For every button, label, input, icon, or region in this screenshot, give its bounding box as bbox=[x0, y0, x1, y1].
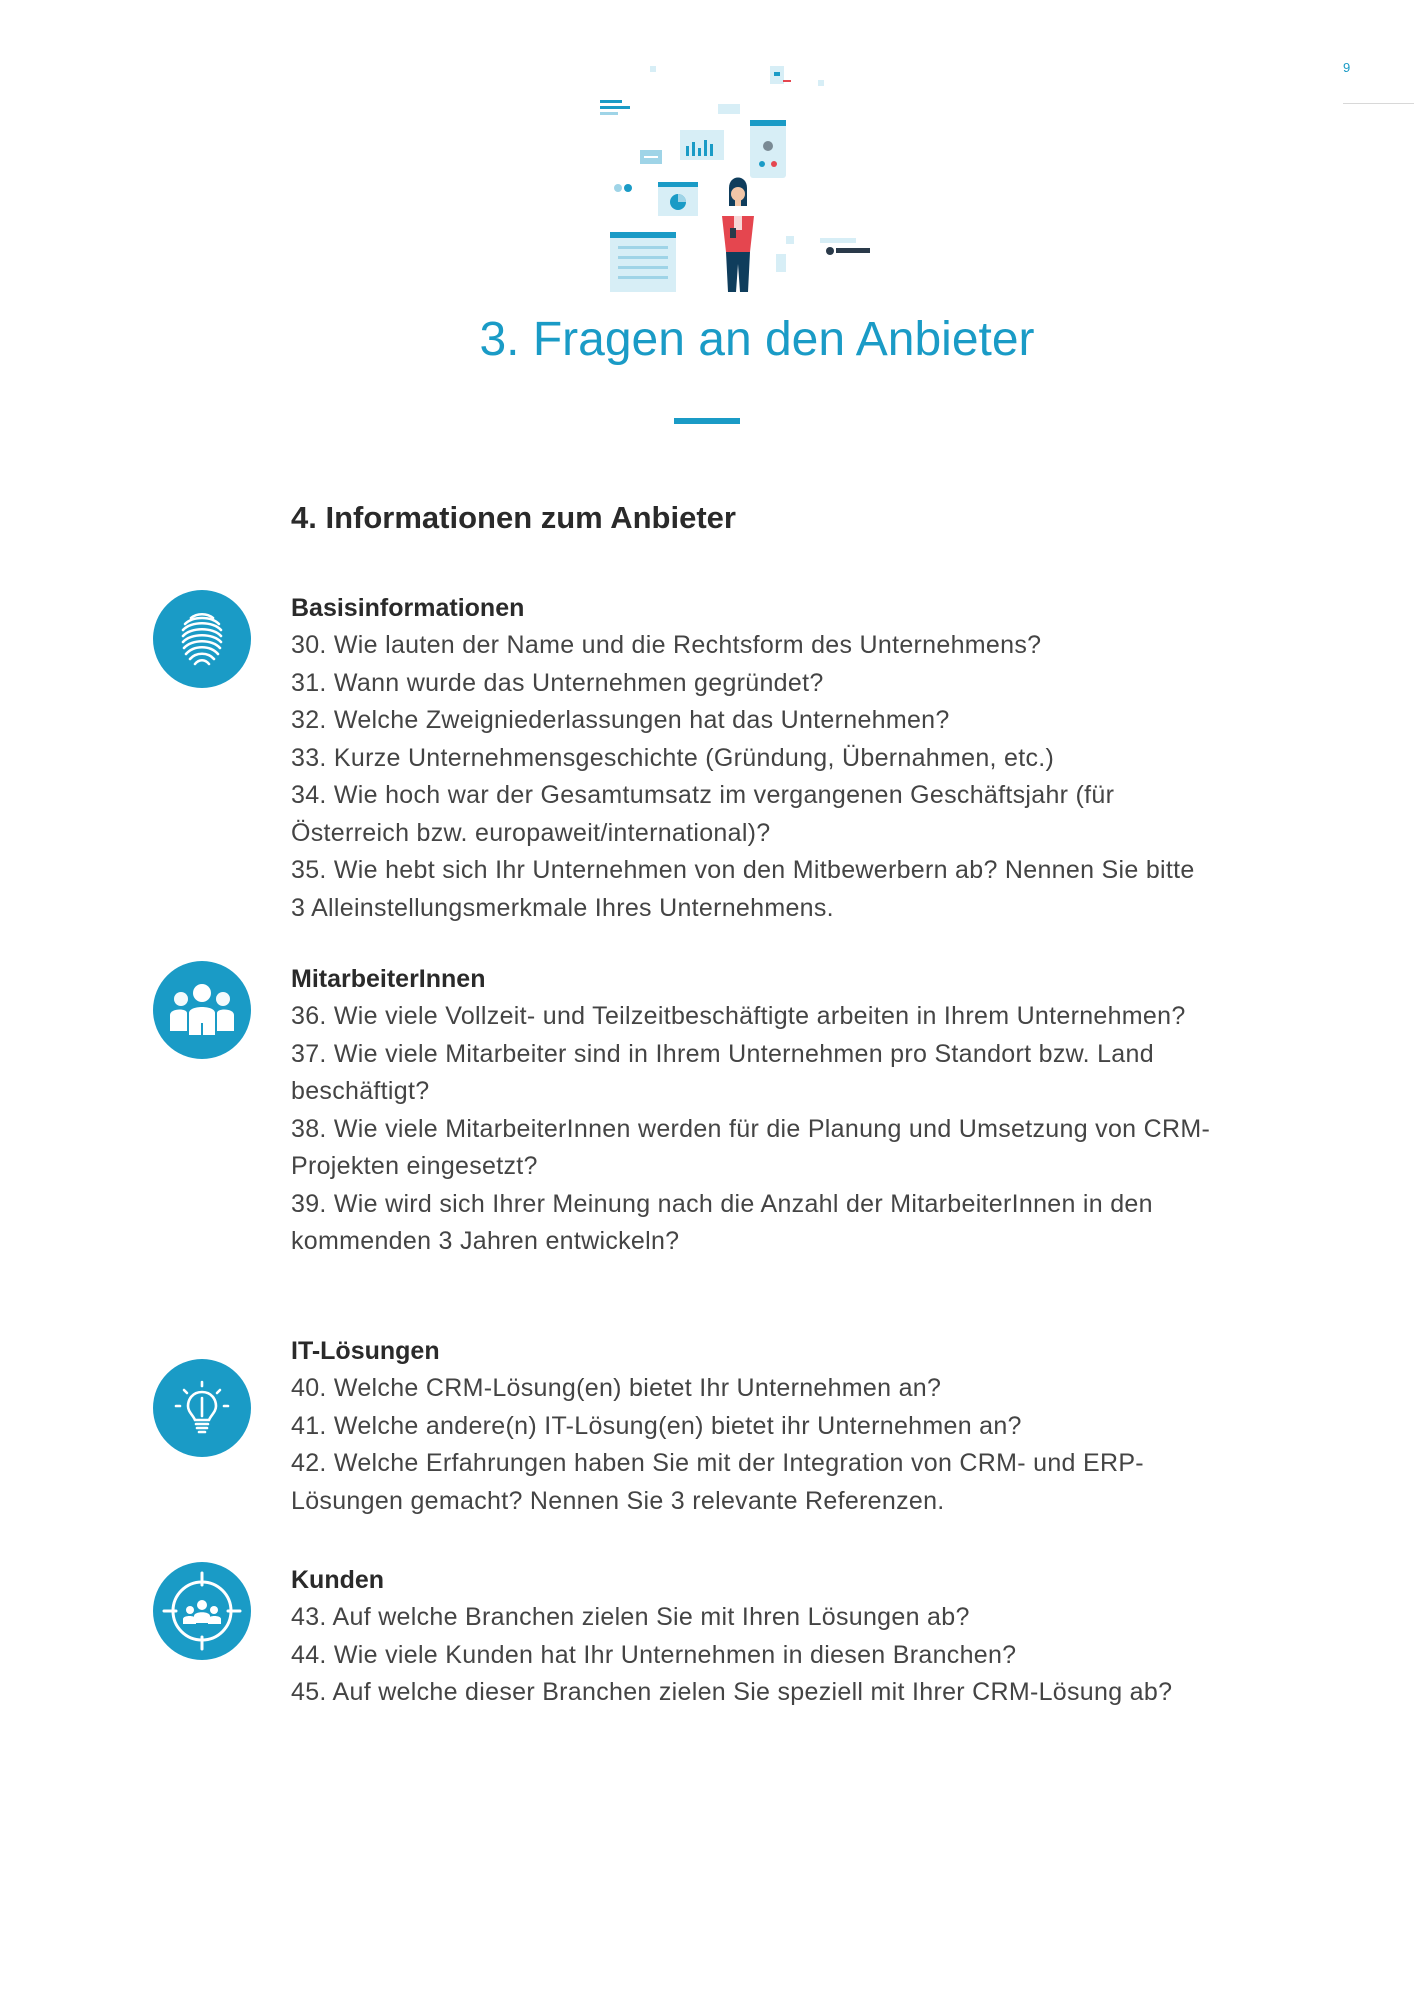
fingerprint-icon bbox=[153, 590, 251, 688]
question-item: 40. Welche CRM-Lösung(en) bietet Ihr Unternehmen an? bbox=[291, 1374, 942, 1402]
title-underline bbox=[674, 418, 740, 424]
people-icon bbox=[153, 961, 251, 1059]
section-heading: 4. Informationen zum Anbieter bbox=[291, 500, 736, 535]
question-item: 31. Wann wurde das Unternehmen gegründet? bbox=[291, 668, 824, 697]
question-item: 30. Wie lauten der Name und die Rechtsform des Unternehmens? bbox=[291, 631, 1042, 659]
block-text bbox=[291, 961, 1211, 1261]
lightbulb-icon bbox=[153, 1359, 251, 1457]
question-item: 33. Kurze Unternehmensgeschichte (Gründung, Übernahmen, etc.) bbox=[291, 743, 1055, 772]
question-item: 45. Auf welche dieser Branchen zielen Sie speziell mit Ihrer CRM-Lösung ab? bbox=[291, 1678, 1173, 1706]
question-item: 41. Welche andere(n) IT-Lösung(en) bietet ihr Unternehmen an? bbox=[291, 1411, 1022, 1440]
question-item: 44. Wie viele Kunden hat Ihr Unternehmen in diesen Branchen? bbox=[291, 1640, 1017, 1669]
chapter-title: 3. Fragen an den Anbieter bbox=[479, 313, 1035, 366]
block-text bbox=[291, 1333, 1211, 1520]
question-item: 43. Auf welche Branchen zielen Sie mit Ihren Lösungen ab? bbox=[291, 1603, 970, 1631]
block-title: Basisinformationen bbox=[291, 594, 525, 622]
question-item: 35. Wie hebt sich Ihr Unternehmen von den Mitbewerbern ab? Nennen Sie bitte 3 Alleinstellungsmerkmale Ihres Unternehmens. bbox=[291, 856, 1195, 922]
page-number-rule bbox=[1343, 103, 1414, 104]
block-text bbox=[291, 1562, 1211, 1712]
question-item: 37. Wie viele Mitarbeiter sind in Ihrem Unternehmen pro Standort bzw. Land beschäftigt? bbox=[291, 1039, 1154, 1105]
block-title: IT-Lösungen bbox=[291, 1337, 440, 1365]
target-group-icon bbox=[153, 1562, 251, 1660]
block-text bbox=[291, 590, 1211, 927]
crm-dashboard-illustration bbox=[590, 58, 880, 298]
page-number: 9 bbox=[1343, 60, 1351, 75]
block-title: MitarbeiterInnen bbox=[291, 965, 486, 993]
block-title: Kunden bbox=[291, 1566, 385, 1594]
question-item: 38. Wie viele MitarbeiterInnen werden für die Planung und Umsetzung von CRM-Projekten eingesetzt? bbox=[291, 1114, 1211, 1180]
question-item: 34. Wie hoch war der Gesamtumsatz im vergangenen Geschäftsjahr (für Österreich bzw. europaweit/international)? bbox=[291, 781, 1115, 847]
question-item: 42. Welche Erfahrungen haben Sie mit der Integration von CRM- und ERP-Lösungen gemacht? Nennen Sie 3 relevante Referenzen. bbox=[291, 1449, 1144, 1515]
question-item: 39. Wie wird sich Ihrer Meinung nach die Anzahl der MitarbeiterInnen in den kommenden 3 Jahren entwickeln? bbox=[291, 1189, 1153, 1255]
question-item: 32. Welche Zweigniederlassungen hat das Unternehmen? bbox=[291, 706, 950, 734]
question-item: 36. Wie viele Vollzeit- und Teilzeitbeschäftigte arbeiten in Ihrem Unternehmen? bbox=[291, 1002, 1186, 1030]
